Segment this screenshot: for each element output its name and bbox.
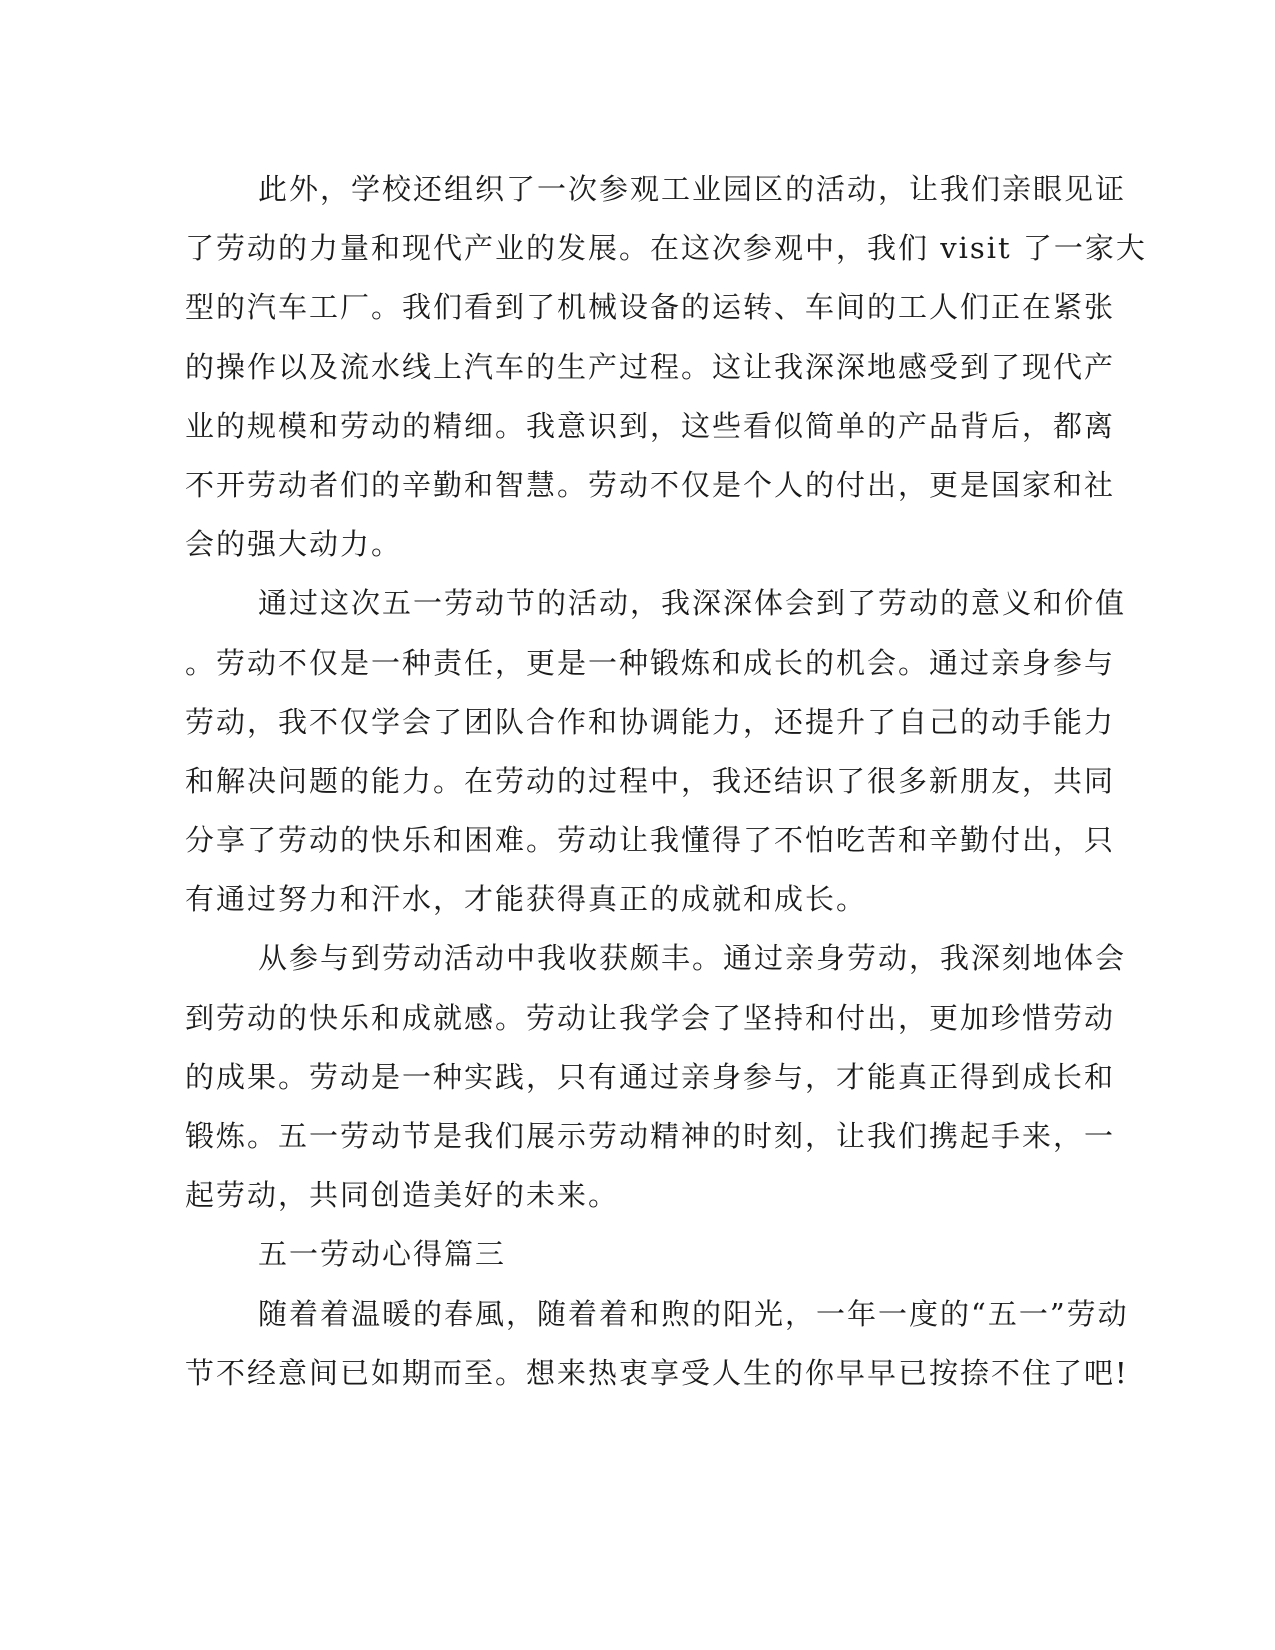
section-heading: 五一劳动心得篇三 xyxy=(258,1237,507,1272)
paragraph-3-line-1: 从参与到劳动活动中我收获颇丰。通过亲身劳动，我深刻地体会 xyxy=(258,941,1127,976)
paragraph-3-line-4: 锻炼。五一劳动节是我们展示劳动精神的时刻，让我们携起手来，一 xyxy=(185,1119,1116,1153)
paragraph-2-line-3: 劳动，我不仅学会了团队合作和协调能力，还提升了自己的动手能力 xyxy=(185,704,1116,739)
paragraph-1-line-6: 不开劳动者们的辛勤和智慧。劳动不仅是个人的付出，更是国家和社 xyxy=(185,467,1116,502)
paragraph-1-line-2: 了劳动的力量和现代产业的发展。在这次参观中，我们 visit 了一家大 xyxy=(185,231,1147,266)
document-body xyxy=(185,160,1147,1403)
paragraph-2-line-4: 和解决问题的能力。在劳动的过程中，我还结识了很多新朋友，共同 xyxy=(185,763,1116,798)
paragraph-2-line-2: 。劳动不仅是一种责任，更是一种锻炼和成长的机会。通过亲身参与 xyxy=(185,645,1116,680)
paragraph-1-line-4: 的操作以及流水线上汽车的生产过程。这让我深深地感受到了现代产 xyxy=(185,349,1116,384)
paragraph-4-line-1: 随着着温暖的春風，随着着和煦的阳光，一年一度的“五一”劳动 xyxy=(258,1296,1129,1331)
paragraph-2-line-1: 通过这次五一劳动节的活动，我深深体会到了劳动的意义和价值 xyxy=(258,586,1127,621)
paragraph-1-line-1: 此外，学校还组织了一次参观工业园区的活动，让我们亲眼见证 xyxy=(258,172,1127,206)
paragraph-1-line-5: 业的规模和劳动的精细。我意识到，这些看似简单的产品背后，都离 xyxy=(185,408,1116,443)
paragraph-3-line-3: 的成果。劳动是一种实践，只有通过亲身参与，才能真正得到成长和 xyxy=(185,1059,1116,1094)
paragraph-3-line-2: 到劳动的快乐和成就感。劳动让我学会了坚持和付出，更加珍惜劳动 xyxy=(185,1000,1116,1035)
paragraph-1-line-3: 型的汽车工厂。我们看到了机械设备的运转、车间的工人们正在紧张 xyxy=(185,290,1116,325)
paragraph-1-line-7: 会的强大动力。 xyxy=(185,527,403,562)
paragraph-2-line-6: 有通过努力和汗水，才能获得真正的成就和成长。 xyxy=(185,882,868,917)
paragraph-2-line-5: 分享了劳动的快乐和困难。劳动让我懂得了不怕吃苦和辛勤付出，只 xyxy=(185,823,1116,858)
paragraph-4-line-2: 节不经意间已如期而至。想来热衷享受人生的你早早已按捺不住了吧! xyxy=(185,1355,1129,1390)
paragraph-3-line-5: 起劳动，共同创造美好的未来。 xyxy=(185,1178,620,1213)
